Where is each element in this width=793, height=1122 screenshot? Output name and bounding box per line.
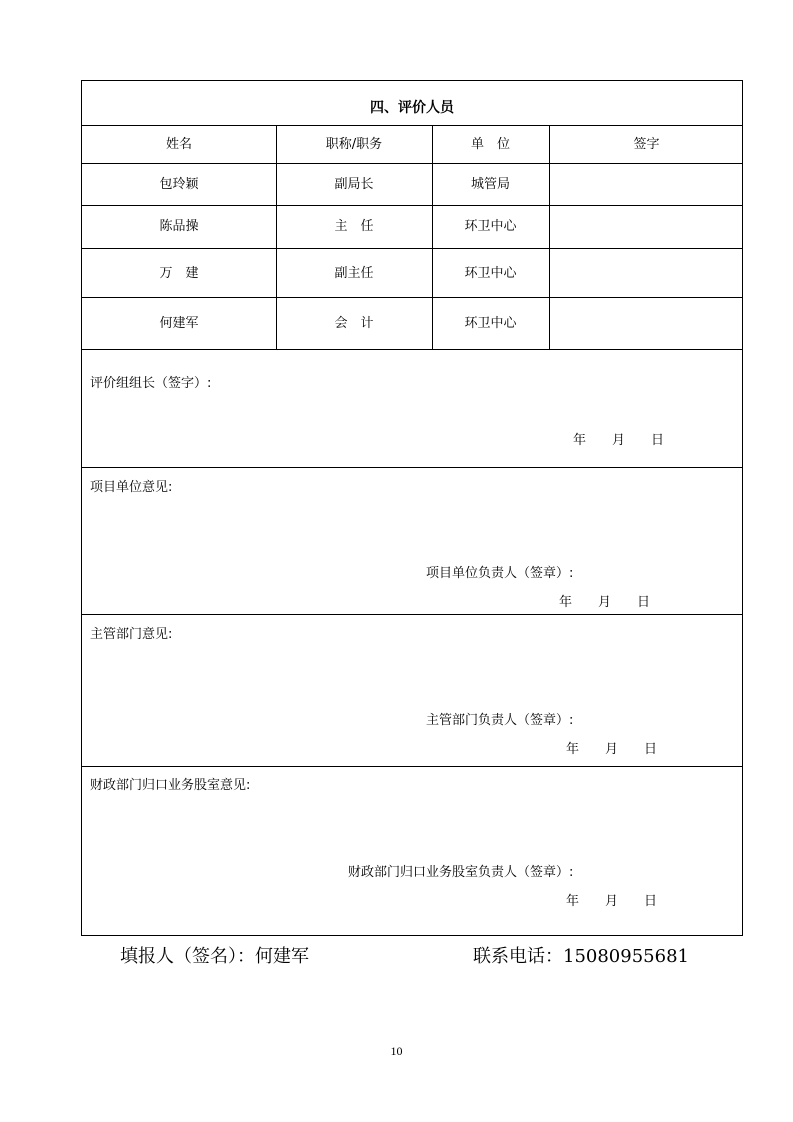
finance-date: 年 月 日 [566,894,658,909]
finance-label: 财政部门归口业务股室意见: [90,778,251,793]
project-unit-label: 项目单位意见: [90,480,173,495]
divider [82,766,742,767]
group-leader-label: 评价组组长（签字）: [90,376,212,391]
contact-phone: 联系电话：15080955681 [473,946,689,967]
dept-date: 年 月 日 [566,742,658,757]
member-title: 副主任 [334,266,374,281]
header-name: 姓名 [165,137,192,152]
member-title: 副局长 [334,177,374,192]
dept-signer: 主管部门负责人（签章）: [426,713,574,728]
divider [82,205,742,206]
divider [82,349,742,350]
member-title: 主 任 [334,219,374,234]
dept-label: 主管部门意见: [90,627,173,642]
divider [82,125,742,126]
member-unit: 环卫中心 [464,316,517,331]
header-unit: 单 位 [470,137,510,152]
header-title: 职称/职务 [325,137,383,152]
finance-signer: 财政部门归口业务股室负责人（签章）: [348,865,574,880]
member-name: 何建军 [159,316,199,331]
divider [82,467,742,468]
divider [82,248,742,249]
column-divider [549,125,550,349]
member-title: 会 计 [334,316,374,331]
column-divider [432,125,433,349]
column-divider [276,125,277,349]
filler-signature: 填报人（签名）：何建军 [120,946,309,967]
project-unit-signer: 项目单位负责人（签章）: [426,566,574,581]
group-leader-date: 年 月 日 [573,433,665,448]
divider [82,297,742,298]
member-name: 陈品操 [159,219,199,234]
section-title: 四、评价人员 [370,100,454,116]
project-unit-date: 年 月 日 [559,595,651,610]
page-number: 10 [390,1044,403,1058]
member-name: 万 建 [159,266,199,281]
divider [82,614,742,615]
header-signature: 签字 [633,137,660,152]
member-name: 包玲颖 [159,177,199,192]
member-unit: 城管局 [470,177,510,192]
member-unit: 环卫中心 [464,219,517,234]
divider [82,163,742,164]
member-unit: 环卫中心 [464,266,517,281]
evaluation-form [81,80,743,936]
